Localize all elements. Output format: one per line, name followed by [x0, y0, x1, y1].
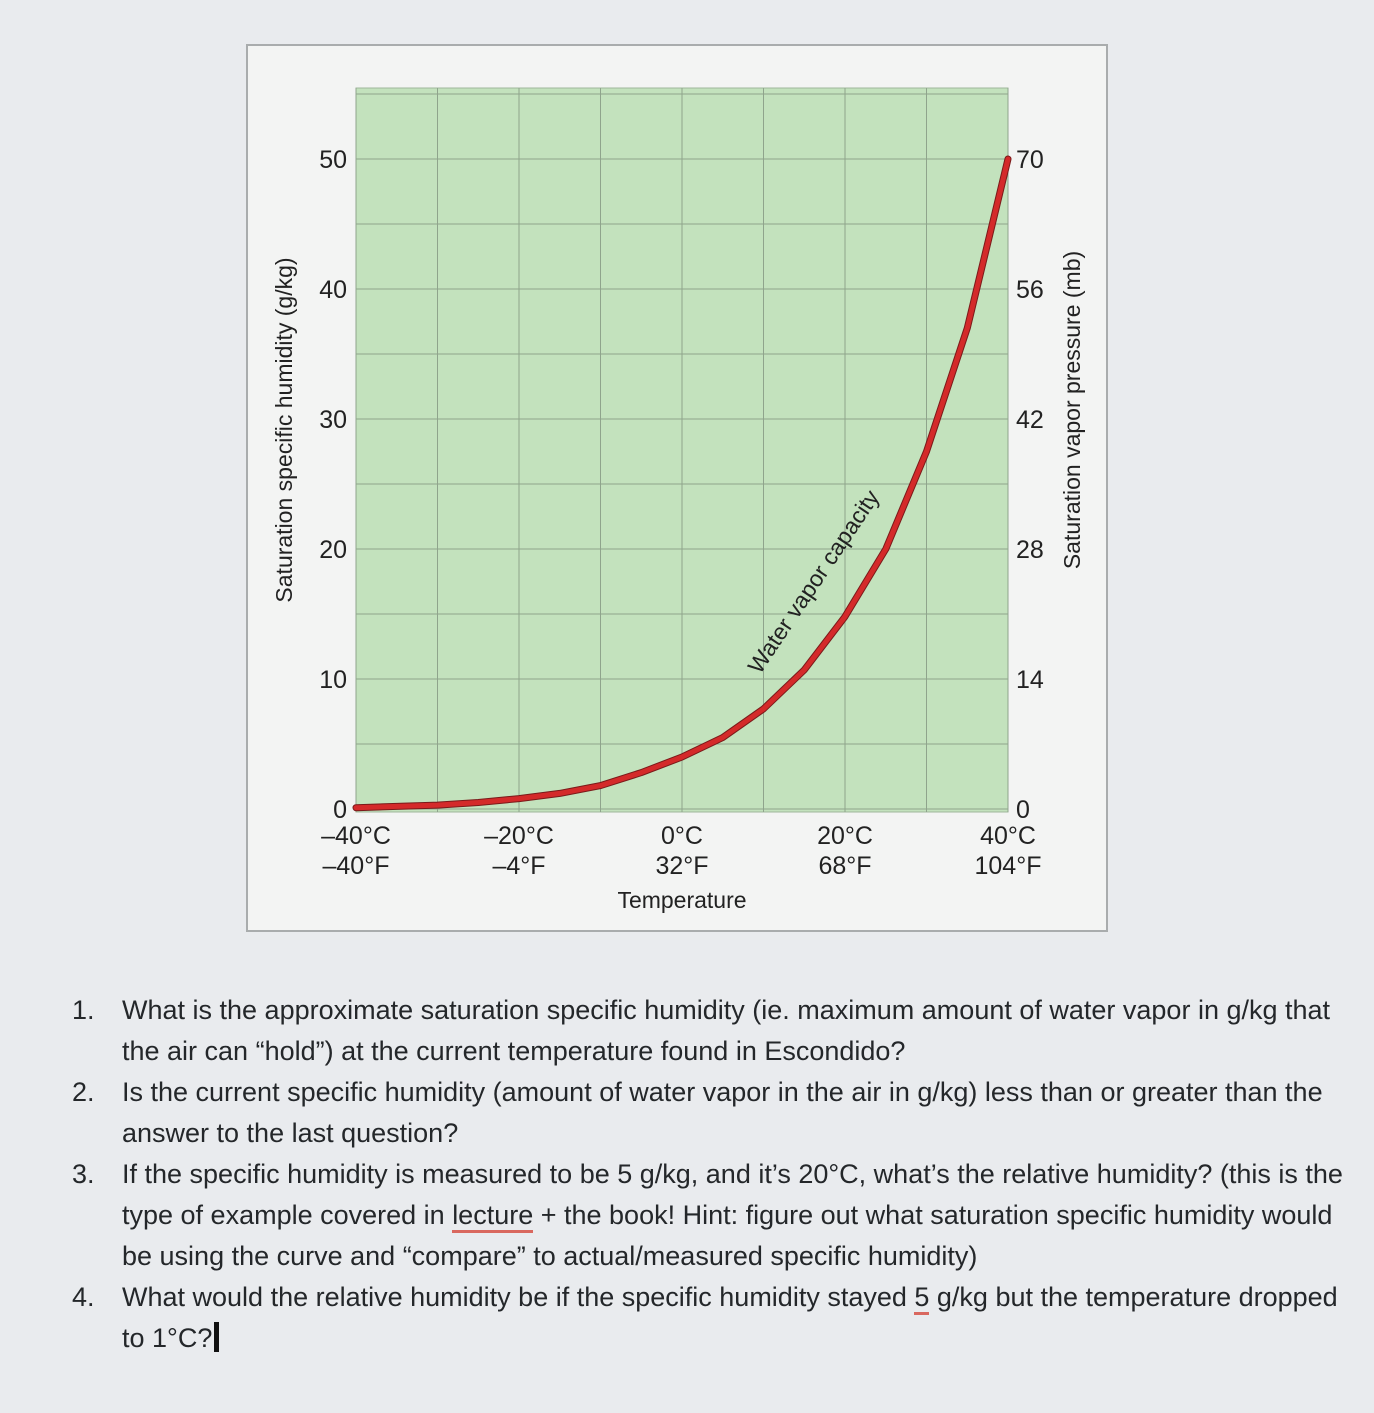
- y-tick-label: 20: [319, 536, 347, 564]
- x-tick-label-celsius: 20°C: [817, 822, 873, 850]
- question-item: [60, 1277, 1360, 1359]
- question-number: 3.: [72, 1159, 95, 1189]
- y-tick-labels: [319, 146, 347, 824]
- y-axis-title: Saturation specific humidity (g/kg): [271, 257, 297, 603]
- y2-tick-labels: [1016, 146, 1044, 824]
- question-number: 2.: [72, 1077, 95, 1107]
- series-label: Water vapor capacity: [742, 485, 885, 678]
- spellcheck-underlined-word: lecture: [452, 1200, 533, 1233]
- y2-axis-title: Saturation vapor pressure (mb): [1059, 250, 1085, 570]
- question-text-end: + the book! Hint: figure out what saturation specific humidity would be using the curve and “compare” to actual/measured specific humidity): [122, 1200, 1333, 1271]
- y2-tick-label: 56: [1016, 276, 1044, 304]
- x-tick-label-celsius: –20°C: [484, 822, 554, 850]
- chart-svg: [248, 46, 1106, 930]
- y-tick-label: 50: [319, 146, 347, 174]
- y-tick-label: 40: [319, 276, 347, 304]
- x-tick-label-celsius: 40°C: [980, 822, 1036, 850]
- question-number: 1.: [72, 995, 95, 1025]
- question-text-end: g/kg but the temperature dropped to 1°C?: [122, 1282, 1338, 1353]
- y-tick-label: 0: [333, 796, 347, 824]
- x-tick-label-celsius: 0°C: [661, 822, 703, 850]
- spellcheck-underlined-word: 5: [914, 1282, 929, 1315]
- chart-figure: [246, 44, 1108, 932]
- y2-tick-label: 42: [1016, 406, 1044, 434]
- question-text-start: If the specific humidity is measured to be 5 g/kg, and it’s 20°C, what’s the relative humidity? (this is the type of example covered in: [122, 1159, 1343, 1230]
- y-tick-label: 30: [319, 406, 347, 434]
- y2-tick-label: 0: [1016, 796, 1030, 824]
- question-item: [60, 990, 1360, 1072]
- question-list: [60, 990, 1360, 1359]
- y2-tick-label: 14: [1016, 666, 1044, 694]
- x-tick-labels: [321, 822, 1041, 880]
- x-tick-label-fahrenheit: –40°F: [322, 852, 390, 880]
- y2-tick-label: 28: [1016, 536, 1044, 564]
- x-tick-label-fahrenheit: 68°F: [818, 852, 872, 880]
- x-tick-label-fahrenheit: –4°F: [492, 852, 546, 880]
- x-tick-label-fahrenheit: 32°F: [655, 852, 709, 880]
- text-cursor[interactable]: [214, 1322, 219, 1352]
- x-axis-title: Temperature: [617, 887, 747, 913]
- x-tick-label-fahrenheit: 104°F: [974, 852, 1042, 880]
- question-item: [60, 1072, 1360, 1154]
- x-tick-label-celsius: –40°C: [321, 822, 391, 850]
- y-tick-label: 10: [319, 666, 347, 694]
- question-number: 4.: [72, 1282, 95, 1312]
- question-text-start: What would the relative humidity be if the specific humidity stayed: [122, 1282, 915, 1312]
- question-text: What is the approximate saturation specific humidity (ie. maximum amount of water vapor in g/kg that the air can “hold”) at the current temperature found in Escondido?: [122, 995, 1331, 1066]
- question-text: Is the current specific humidity (amount of water vapor in the air in g/kg) less than or greater than the answer to the last question?: [122, 1077, 1323, 1148]
- question-item: [60, 1154, 1360, 1277]
- y2-tick-label: 70: [1016, 146, 1044, 174]
